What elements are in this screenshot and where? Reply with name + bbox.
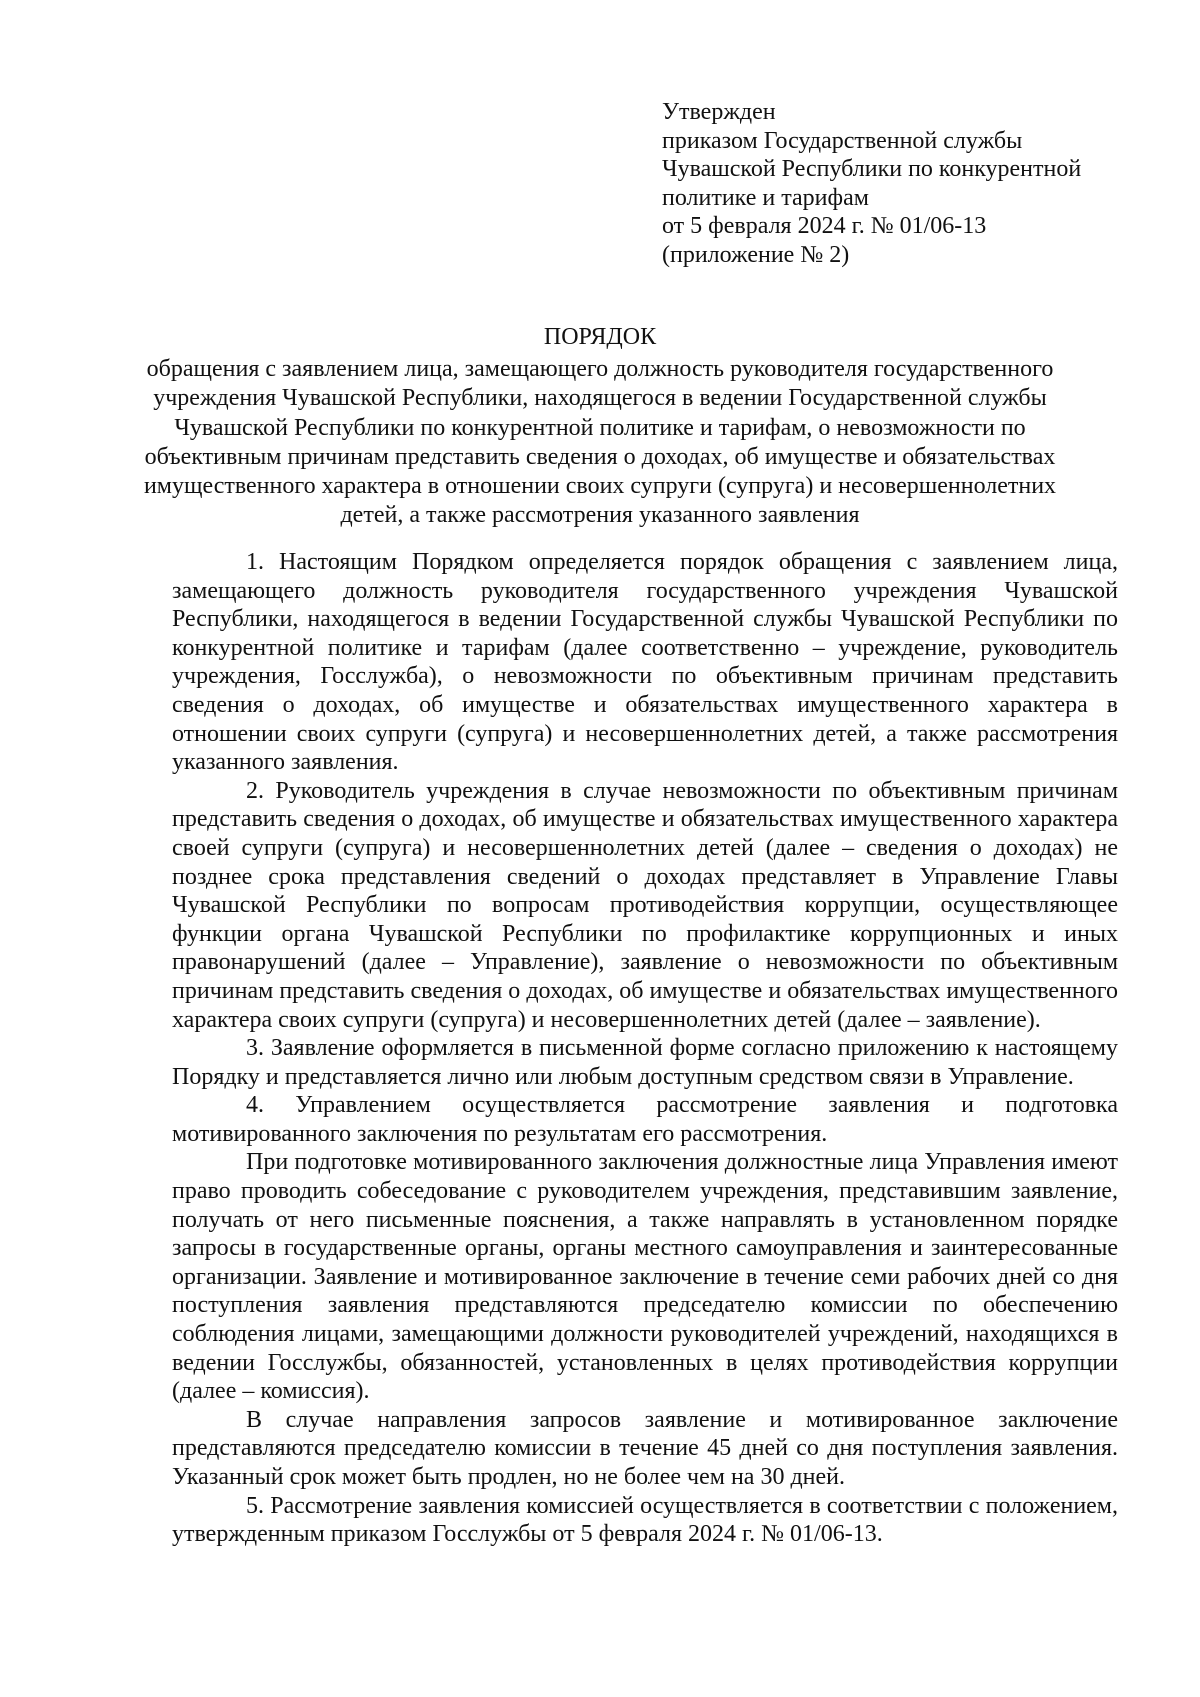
subtitle-line: обращения с заявлением лица, замещающего должность руководителя государственного — [146, 356, 1054, 382]
paragraph-5: 5. Рассмотрение заявления комиссией осуществляется в соответствии с положением, утвержденным приказом Госслужбы от 5 февраля 2024 г. № 01/06-13. — [172, 1492, 1118, 1548]
approval-line: Утвержден — [662, 99, 776, 125]
paragraph-4: 4. Управлением осуществляется рассмотрение заявления и подготовка мотивированного заключения по результатам его рассмотрения. — [172, 1092, 1118, 1147]
subtitle-line: Чувашской Республики по конкурентной политике и тарифам, о невозможности по — [174, 414, 1026, 441]
subtitle-line: имущественного характера в отношении своих супруги (супруга) и несовершеннолетних — [143, 473, 1057, 500]
paragraph-4-continued: При подготовке мотивированного заключения должностные лица Управления имеют право проводить собеседование с руководителем учреждения, представившим заявление, получать от него письменные пояснения, а также направлять в установленном порядке запросы в государственные органы, органы местного самоуправления и заинтересованные организации. Заявление и мотивированное заключение в течение семи рабочих дней со дня поступления заявления представляются председателю комиссии по обеспечению соблюдения лицами, замещающими должности руководителей учреждений, находящихся в ведении Госслужбы, обязанностей, установленных в целях противодействия коррупции (далее – комиссия). — [172, 1149, 1118, 1405]
approval-line: от 5 февраля 2024 г. № 01/06-13 — [662, 213, 987, 239]
subtitle-line: учреждения Чувашской Республики, находящегося в ведении Государственной службы — [153, 385, 1047, 412]
approval-line: политике и тарифам — [662, 184, 869, 211]
approval-line: приказом Государственной службы — [662, 127, 1023, 154]
paragraph-1: 1. Настоящим Порядком определяется порядок обращения с заявлением лица, замещающего должность руководителя государственного учреждения Чувашской Республики, находящегося в ведении Государственной службы Чувашской Республики по конкурентной политике и тарифам (далее соответственно – учреждение, руководитель учреждения, Госслужба), о невозможности по объективным причинам представить сведения о доходах, об имуществе и обязательствах имущественного характера в отношении своих супруги (супруга) и несовершеннолетних детей, а также рассмотрения указанного заявления. — [172, 549, 1118, 776]
paragraph-2: 2. Руководитель учреждения в случае невозможности по объективным причинам представить сведения о доходах, об имуществе и обязательствах имущественного характера своей супруги (супруга) и несовершеннолетних детей (далее – сведения о доходах) не позднее срока представления сведений о доходах представляет в Управление Главы Чувашской Республики по вопросам противодействия коррупции, осуществляющее функции органа Чувашской Республики по профилактике коррупционных и иных правонарушений (далее – Управление), заявление о невозможности по объективным причинам представить сведения о доходах, об имуществе и обязательствах имущественного характера своих супруги (супруга) и несовершеннолетних детей (далее – заявление). — [172, 777, 1118, 1033]
document-subtitle — [120, 355, 1080, 531]
paragraph-3: 3. Заявление оформляется в письменной форме согласно приложению к настоящему Порядку и представляется лично или любым доступным средством связи в Управление. — [172, 1035, 1118, 1090]
subtitle-line: детей, а также рассмотрения указанного заявления — [340, 502, 860, 529]
document-body — [172, 548, 1118, 1549]
paragraph-4-requests: В случае направления запросов заявление и мотивированное заключение представляются председателю комиссии в течение 45 дней со дня поступления заявления. Указанный срок может быть продлен, но не более чем на 30 дней. — [172, 1406, 1118, 1490]
subtitle-line: объективным причинам представить сведения о доходах, об имуществе и обязательствах — [144, 443, 1056, 470]
approval-stamp — [662, 98, 1142, 269]
document-title: ПОРЯДОК — [543, 324, 657, 350]
approval-line: (приложение № 2) — [662, 241, 850, 268]
approval-line: Чувашской Республики по конкурентной — [662, 156, 1082, 182]
